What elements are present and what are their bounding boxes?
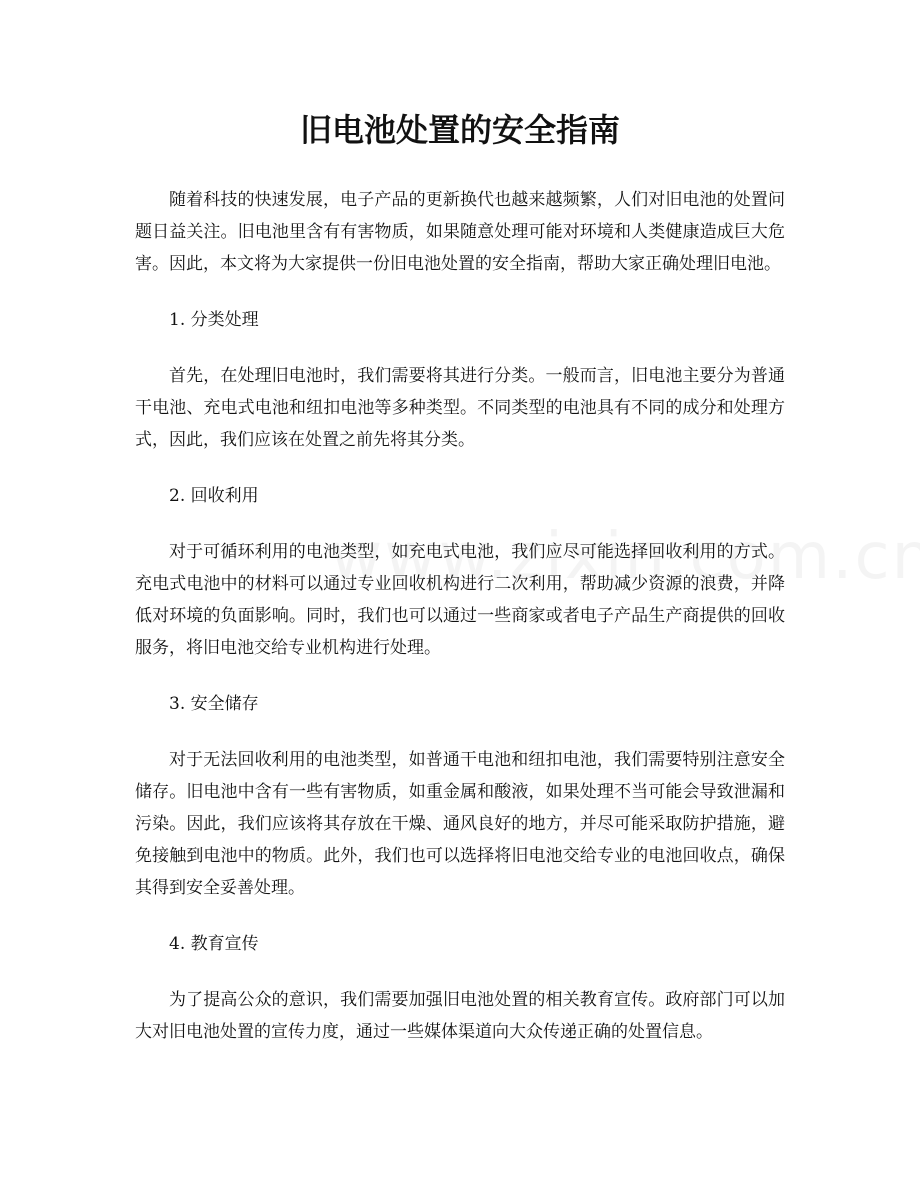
intro-paragraph: 随着科技的快速发展，电子产品的更新换代也越来越频繁，人们对旧电池的处置问题日益关注。旧电池里含有有害物质，如果随意处理可能对环境和人类健康造成巨大危害。因此，本文将为大家提供一份旧电池处置的安全指南，帮助大家正确处理旧电池。 (135, 190, 785, 274)
section-body-classify: 首先，在处理旧电池时，我们需要将其进行分类。一般而言，旧电池主要分为普通干电池、充电式电池和纽扣电池等多种类型。不同类型的电池具有不同的成分和处理方式，因此，我们应该在处置之前先将其分类。 (135, 366, 785, 450)
section-heading-education: 4. 教育宣传 (169, 934, 259, 954)
section-body-education: 为了提高公众的意识，我们需要加强旧电池处置的相关教育宣传。政府部门可以加大对旧电池处置的宣传力度，通过一些媒体渠道向大众传递正确的处置信息。 (135, 990, 785, 1042)
section-body-storage: 对于无法回收利用的电池类型，如普通干电池和纽扣电池，我们需要特别注意安全储存。旧电池中含有一些有害物质，如重金属和酸液，如果处理不当可能会导致泄漏和污染。因此，我们应该将其存放在干燥、通风良好的地方，并尽可能采取防护措施，避免接触到电池中的物质。此外，我们也可以选择将旧电池交给专业的电池回收点，确保其得到安全妥善处理。 (135, 750, 785, 898)
section-heading-classify: 1. 分类处理 (169, 310, 259, 330)
page-title: 旧电池处置的安全指南 (299, 111, 620, 149)
section-heading-recycle: 2. 回收利用 (169, 486, 259, 506)
document-body (135, 184, 785, 1072)
section-heading-storage: 3. 安全储存 (169, 694, 259, 714)
section-body-recycle: 对于可循环利用的电池类型，如充电式电池，我们应尽可能选择回收利用的方式。充电式电池中的材料可以通过专业回收机构进行二次利用，帮助减少资源的浪费，并降低对环境的负面影响。同时，我们也可以通过一些商家或者电子产品生产商提供的回收服务，将旧电池交给专业机构进行处理。 (135, 542, 785, 658)
